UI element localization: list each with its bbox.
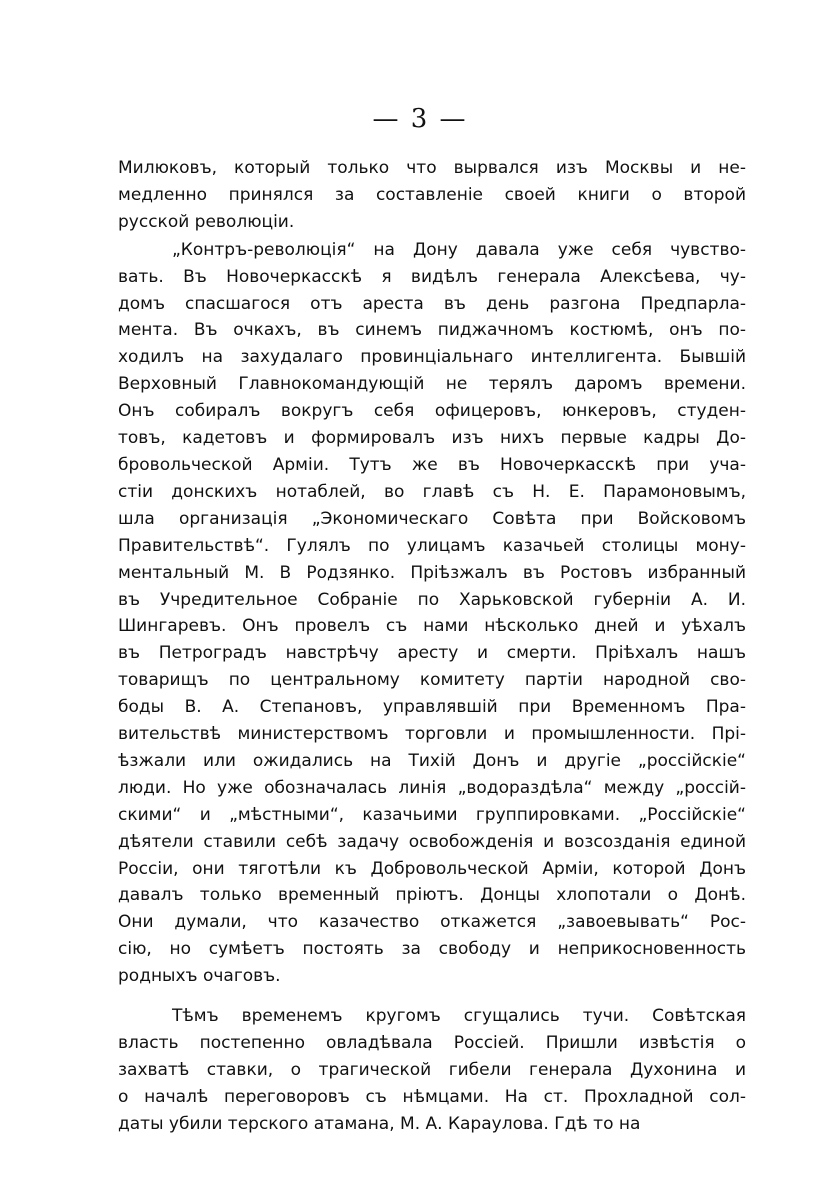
text-line: товъ, кадетовъ и формировалъ изъ нихъ первые кадры До- [118,428,746,449]
text-line: давалъ только временный пріютъ. Донцы хлопотали о Донѣ. [118,885,746,906]
text-line: родныхъ очаговъ. [118,966,281,987]
text-line: Онъ собиралъ вокругъ себя офицеровъ, юнкеровъ, студен- [118,401,746,422]
text-line: стіи донскихъ нотаблей, во главѣ съ Н. Е. Парамоновымъ, [118,481,746,502]
text-line: въ Петроградъ навстрѣчу аресту и смерти. Пріѣхалъ нашъ [118,643,746,664]
text-line: Россіи, они тяготѣли къ Добровольческой Арміи, которой Донъ [118,858,746,879]
text-line: мента. Въ очкахъ, въ синемъ пиджачномъ костюмѣ, онъ по- [118,320,746,341]
text-line: люди. Но уже обозначалась линія „водораздѣла“ между „россій- [118,777,746,798]
text-line: боды В. А. Степановъ, управлявшій при Временномъ Пра- [118,697,746,718]
text-line: ѣзжали или ожидались на Тихій Донъ и другіе „россійскіе“ [118,750,746,771]
text-line: медленно принялся за составленіе своей книги о второй [118,184,746,205]
text-line: о началѣ переговоровъ съ нѣмцами. На ст. Прохладной сол- [118,1086,746,1107]
paragraph-p2 [118,237,746,990]
text-line: ментальный М. В Родзянко. Пріѣзжалъ въ Ростовъ избранный [118,562,746,583]
text-line: шла организація „Экономическаго Совѣта при Войсковомъ [118,508,746,529]
text-line: домъ спасшагося отъ ареста въ день разгона Предпарла- [118,293,746,314]
text-line: Шингаревъ. Онъ провелъ съ нами нѣсколько дней и уѣхалъ [118,616,746,637]
text-line: бровольческой Арміи. Тутъ же въ Новочеркасскѣ при уча- [118,454,746,475]
text-line: Они думали, что казачество откажется „завоевывать“ Рос- [118,912,746,933]
text-line: вительствѣ министерствомъ торговли и промышленности. Прі- [118,724,746,745]
body-text [118,155,746,1138]
paragraph-p3 [118,1003,746,1138]
text-line: скими“ и „мѣстными“, казачьими группировками. „Россійскіе“ [118,804,746,825]
text-line: Тѣмъ временемъ кругомъ сгущались тучи. Совѣтская [172,1006,746,1027]
text-line: сію, но сумѣетъ постоять за свободу и неприкосновенность [118,939,746,960]
text-line: власть постепенно овладѣвала Россіей. Пришли извѣстія о [118,1033,746,1053]
text-line: дѣятели ставили себѣ задачу освобожденія и возсозданія единой [118,831,746,852]
text-line: Правительствѣ“. Гулялъ по улицамъ казачьей столицы мону- [118,535,746,556]
text-line: въ Учредительное Собраніе по Харьковской губерніи А. И. [118,589,746,610]
text-line: Милюковъ, который только что вырвался изъ Москвы и не- [118,158,746,178]
text-line: русской революціи. [118,211,295,232]
text-line: Верховный Главнокомандующій не терялъ даромъ времени. [118,374,746,395]
text-line: захватѣ ставки, о трагической гибели генерала Духонина и [118,1059,746,1080]
text-line: „Контръ-революція“ на Дону давала уже себя чувство- [172,239,746,260]
text-line: товарищъ по центральному комитету партіи народной сво- [118,670,746,691]
text-line: вать. Въ Новочеркасскѣ я видѣлъ генерала Алексѣева, чу- [118,266,746,287]
paragraph-p1 [118,155,746,236]
text-line: ходилъ на захудалаго провинціальнаго интеллигента. Бывшій [118,347,746,368]
text-line: даты убили терского атамана, М. А. Караулова. Гдѣ то на [118,1113,641,1134]
page-number: — 3 — [372,104,468,134]
